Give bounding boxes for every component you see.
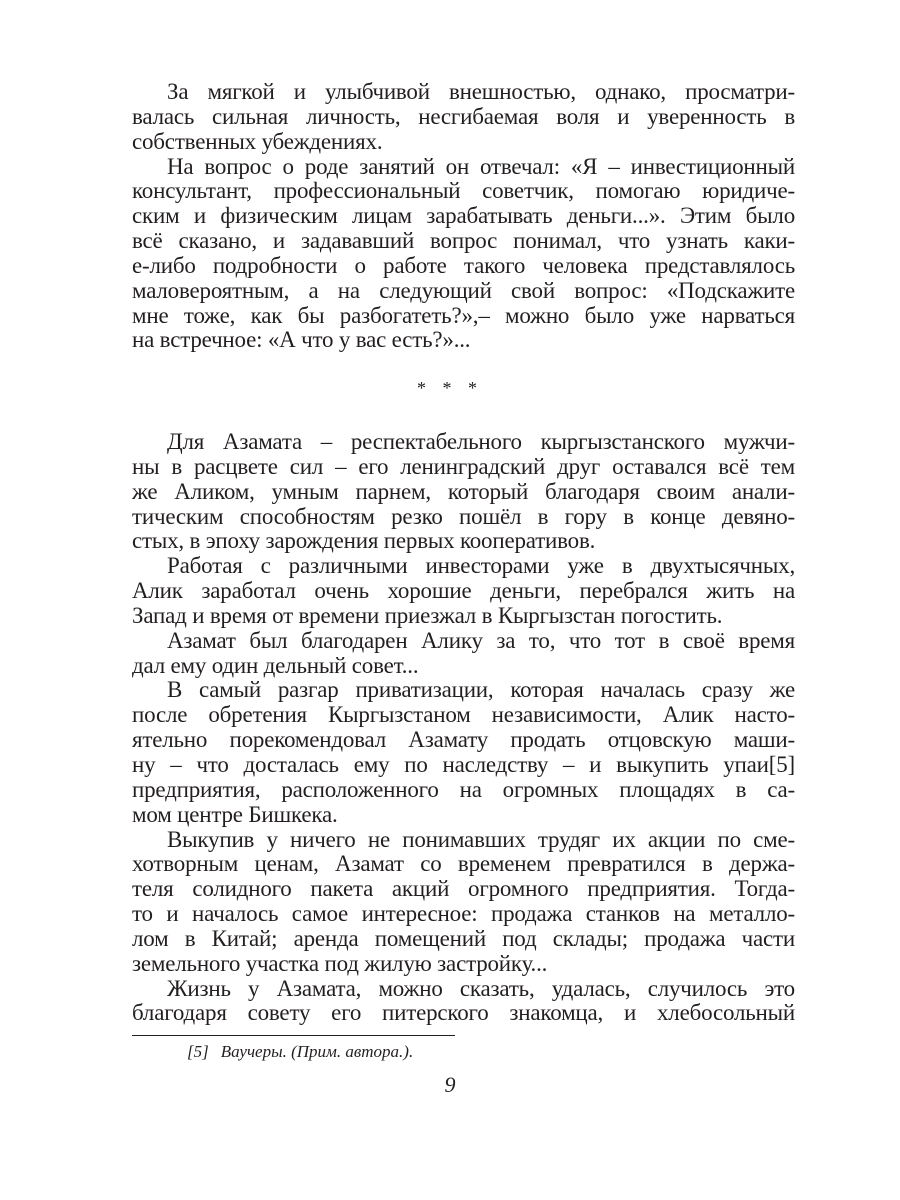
text-line: валась сильная личность, несгибаемая воля и уверенность в <box>132 103 795 129</box>
text-line: Алик заработал очень хорошие деньги, перебрался жить на <box>132 578 795 604</box>
text-line: На вопрос о роде занятий он отвечал: «Я – инвестиционный <box>167 153 795 179</box>
text-line: Выкупив у ничего не понимавших трудяг их акции по сме- <box>167 826 795 852</box>
page-number: 9 <box>444 1072 456 1097</box>
text-line: В самый разгар приватизации, которая началась сразу же <box>167 677 795 703</box>
section-separator: * * * <box>417 378 483 398</box>
text-line: Для Азамата – респектабельного кыргызстанского мужчи- <box>167 429 795 454</box>
footnote <box>187 1042 413 1062</box>
text-line: стых, в эпоху зарождения первых кооперативов. <box>132 528 596 554</box>
text-line: е-либо подробности о работе такого человека представлялось <box>132 252 795 278</box>
text-section-2 <box>132 430 795 1026</box>
text-line: Работая с различными инвесторами уже в двухтысячных, <box>167 553 795 579</box>
text-section-1 <box>132 80 795 353</box>
footnote-mark: [5] <box>187 1042 209 1061</box>
footnote-text: Ваучеры. (Прим. автора.). <box>220 1042 414 1061</box>
text-line: всё сказано, и задававший вопрос понимал, что узнать каки- <box>132 228 795 254</box>
text-line: хотворным ценам, Азамат со временем превратился в держа- <box>132 851 795 877</box>
text-line: мне тоже, как бы разбогатеть?»,– можно было уже нарваться <box>132 302 795 328</box>
text-line: благодаря совету его питерского знакомца, и хлебосольный <box>132 1000 795 1026</box>
text-line: мом центре Бишкека. <box>132 801 338 827</box>
text-line: дал ему один дельный совет... <box>132 652 419 678</box>
text-line: собственных убеждениях. <box>132 128 383 154</box>
text-line: лом в Китай; аренда помещений под склады; продажа части <box>132 925 795 951</box>
text-line: предприятия, расположенного на огромных площадях в са- <box>132 776 795 802</box>
text-line: маловероятным, а на следующий свой вопрос: «Подскажите <box>132 277 795 303</box>
text-line: земельного участка под жилую застройку... <box>132 950 548 976</box>
text-line: консультант, профессиональный советчик, помогаю юридиче- <box>132 178 795 204</box>
text-line: после обретения Кыргызстаном независимости, Алик насто- <box>132 702 795 728</box>
text-line: Жизнь у Азамата, можно сказать, удалась, случилось это <box>167 975 795 1001</box>
text-line: Азамат был благодарен Алику за то, что тот в своё время <box>167 627 795 653</box>
text-line: ну – что досталась ему по наследству – и выкупить упаи[5] <box>132 751 795 777</box>
text-line: же Аликом, умным парнем, который благодаря своим анали- <box>132 478 795 504</box>
text-line: теля солидного пакета акций огромного предприятия. Тогда- <box>132 876 795 902</box>
text-line: тическим способностям резко пошёл в гору в конце девяно- <box>132 503 795 529</box>
text-line: то и началось самое интересное: продажа станков на металло- <box>132 901 795 927</box>
text-line: ны в расцвете сил – его ленинградский друг оставался всё тем <box>132 453 795 479</box>
text-line: За мягкой и улыбчивой внешностью, однако, просматри- <box>167 79 795 104</box>
text-line: ятельно порекомендовал Азамату продать отцовскую маши- <box>132 727 795 753</box>
text-line: ским и физическим лицам зарабатывать деньги...». Этим было <box>132 203 795 229</box>
text-line: на встречное: «А что у вас есть?»... <box>132 327 471 353</box>
footnote-rule <box>132 1035 455 1036</box>
text-line: Запад и время от времени приезжал в Кыргызстан погостить. <box>132 602 723 628</box>
